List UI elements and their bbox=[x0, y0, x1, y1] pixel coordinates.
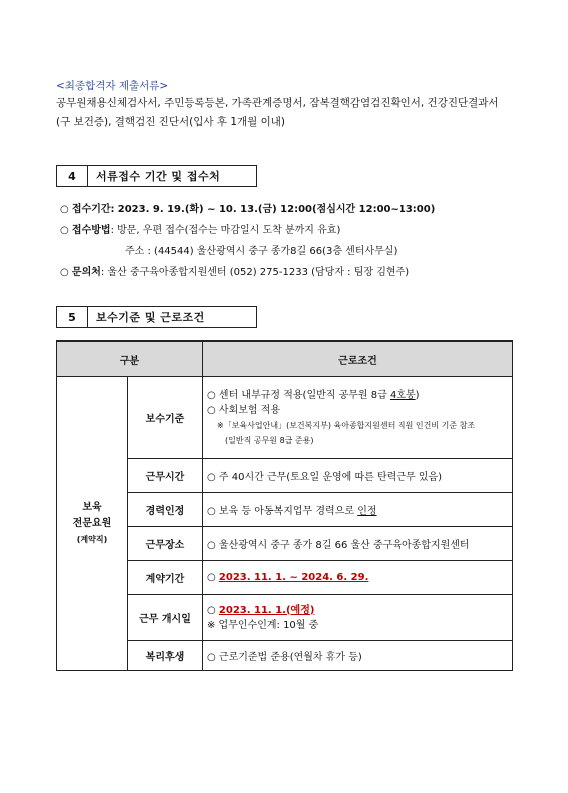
bullet-circle-icon: ○ bbox=[207, 604, 219, 616]
section-4-title: 서류접수 기간 및 접수처 bbox=[88, 165, 257, 187]
row-label-welfare: 복리후생 bbox=[128, 641, 203, 671]
reception-address: 주소 : (44544) 울산광역시 중구 종가8길 66(3층 센터사무실) bbox=[125, 246, 398, 257]
group-label bbox=[57, 377, 128, 671]
contact-info bbox=[60, 263, 409, 278]
place-value: ○ 울산광역시 중구 종가 8길 66 울산 중구육아종합지원센터 bbox=[203, 527, 513, 561]
contact-value: : 울산 중구육아종합지원센터 (052) 275-1233 (담당자 : 팀장 김현주) bbox=[100, 267, 410, 278]
row-label-hours: 근무시간 bbox=[128, 459, 203, 493]
career-text: ○ 보육 등 아동복지업무 경력으로 bbox=[207, 506, 358, 517]
pay-conditions bbox=[203, 377, 513, 459]
career-recognized: 인정 bbox=[357, 506, 377, 517]
group-label-line-2: 전문요원 bbox=[72, 517, 112, 529]
reception-period-label: 접수기간: bbox=[71, 204, 115, 215]
bullet-circle-icon: ○ bbox=[207, 572, 219, 583]
pay-line-3: ※「보육사업안내」(보건복지부) 육아종합지원센터 직원 인건비 기준 참조 bbox=[217, 420, 476, 430]
pay-step: 4호봉 bbox=[389, 389, 416, 401]
reception-method-value: : 방문, 우편 접수(접수는 마감일시 도착 분까지 유효) bbox=[110, 225, 341, 236]
pay-line-1 bbox=[207, 388, 508, 403]
table-row bbox=[57, 377, 513, 459]
row-label-start: 근무 개시일 bbox=[128, 595, 203, 641]
row-label-career: 경력인정 bbox=[128, 493, 203, 527]
final-docs-line-1: 공무원채용신체검사서, 주민등록등본, 가족관계증명서, 잠복결핵감염검진확인서, 건강진단결과서 bbox=[56, 97, 499, 109]
bullet-circle-icon: ○ bbox=[60, 225, 69, 236]
contact-label: 문의처 bbox=[71, 267, 101, 278]
start-value bbox=[203, 595, 513, 641]
start-note: ※ 업무인수인계: 10월 중 bbox=[207, 619, 319, 631]
reception-period-value: 2023. 9. 19.(화) ~ 10. 13.(금) 12:00(점심시간 12:00~13:00) bbox=[117, 204, 436, 215]
contract-value bbox=[203, 561, 513, 595]
row-label-contract: 계약기간 bbox=[128, 561, 203, 595]
career-value bbox=[203, 493, 513, 527]
pay-line-4: (일반직 공무원 8급 준용) bbox=[225, 435, 314, 445]
section-5-title: 보수기준 및 근로조건 bbox=[88, 306, 257, 328]
bullet-circle-icon: ○ bbox=[60, 267, 69, 278]
work-conditions-table bbox=[56, 340, 513, 671]
row-label-place: 근무장소 bbox=[128, 527, 203, 561]
start-date: 2023. 11. 1.(예정) bbox=[218, 604, 315, 616]
hours-value: ○ 주 40시간 근무(토요일 운영에 따른 탄력근무 있음) bbox=[203, 459, 513, 493]
section-4-number: 4 bbox=[56, 165, 88, 187]
start-line-1 bbox=[207, 603, 508, 618]
final-docs-title: <최종합격자 제출서류> bbox=[56, 80, 169, 92]
reception-method bbox=[60, 221, 340, 236]
reception-method-label: 접수방법 bbox=[71, 225, 111, 236]
final-docs-line-2: (구 보건증), 결핵검진 진단서(입사 후 1개월 이내) bbox=[56, 116, 286, 128]
group-label-line-1: 보육 bbox=[82, 501, 102, 513]
header-category: 구분 bbox=[57, 341, 203, 377]
contract-period: 2023. 11. 1. ~ 2024. 6. 29. bbox=[218, 572, 369, 583]
section-5-number: 5 bbox=[56, 306, 88, 328]
pay-line-1-end: ) bbox=[415, 389, 420, 401]
section-4-header bbox=[56, 165, 257, 187]
final-docs-list bbox=[56, 94, 526, 132]
header-conditions: 근로조건 bbox=[203, 341, 513, 377]
pay-line-1-text: ○ 센터 내부규정 적용(일반직 공무원 8급 bbox=[207, 389, 390, 401]
group-label-line-3: (계약직) bbox=[76, 534, 108, 544]
table-header-row bbox=[57, 341, 513, 377]
welfare-value: ○ 근로기준법 준용(연월차 휴가 등) bbox=[203, 641, 513, 671]
row-label-pay: 보수기준 bbox=[128, 377, 203, 459]
section-5-header bbox=[56, 306, 257, 328]
pay-line-2: ○ 사회보험 적용 bbox=[207, 404, 281, 416]
bullet-circle-icon: ○ bbox=[60, 204, 69, 215]
reception-period bbox=[60, 200, 435, 215]
